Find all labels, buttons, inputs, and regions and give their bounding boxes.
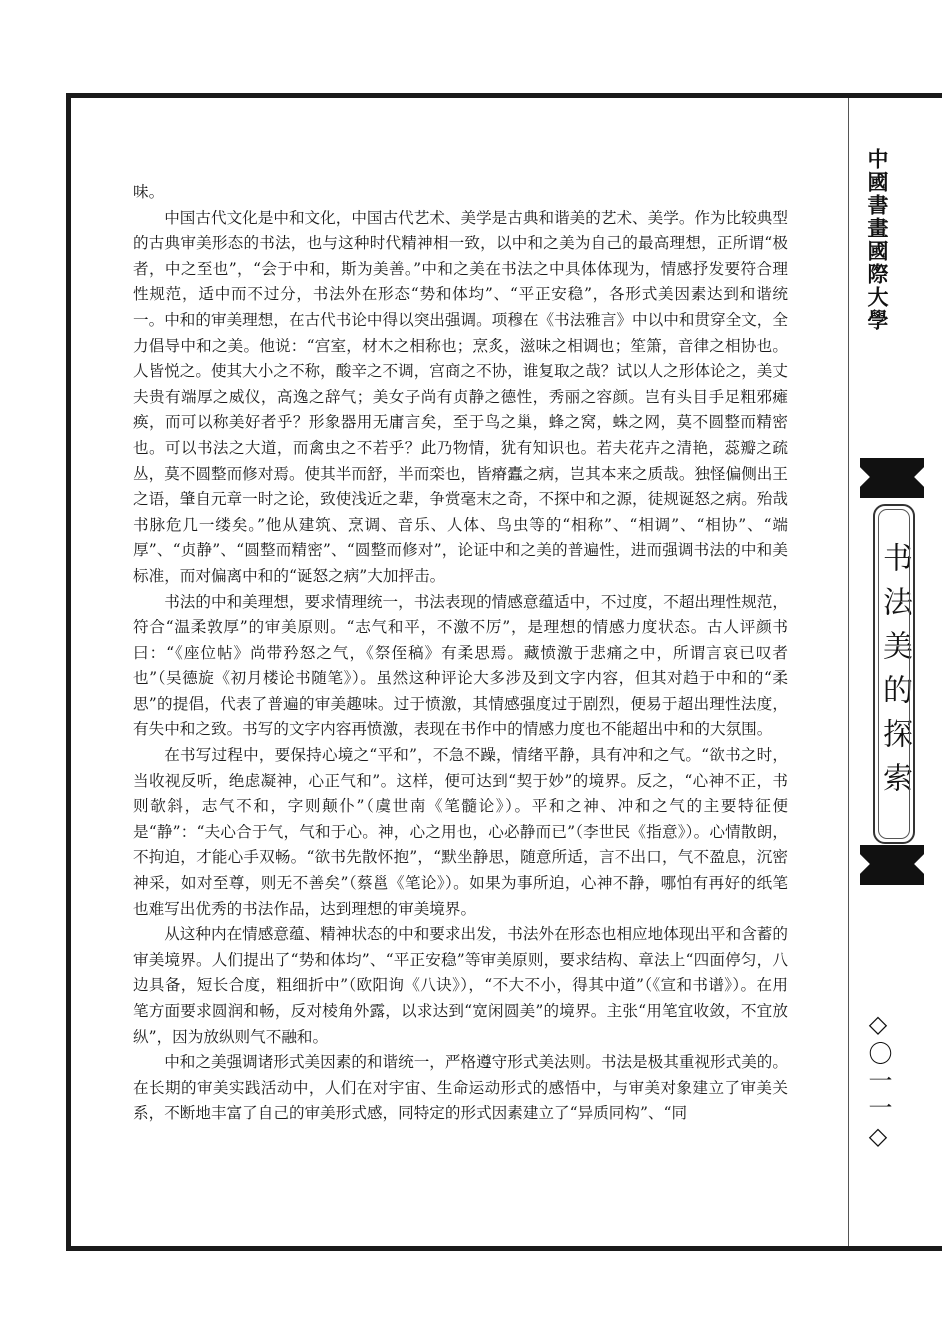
- paragraph: 中和之美强调诸形式美因素的和谐统一，严格遵守形式美法则。书法是极其重视形式美的。在长期的审美实践活动中，人们在对宇宙、生命运动形式的感悟中，与审美对象建立了审美关系，不断地丰富了自己的审美形式感，同特定的形式因素建立了“异质同构”、“同: [133, 1053, 788, 1123]
- page-number: ◇〇一一◇: [864, 1010, 892, 1153]
- paragraph: 从这种内在情感意蕴、精神状态的中和要求出发，书法外在形态也相应地体现出平和含蓄的审美境界。人们提出了“势和体均”、“平正安稳”等审美原则，要求结构、章法上“四面停匀，八边具备，短长合度，粗细折中”（欧阳询《八诀》），“不大不小，得其中道”（《宣和书谱》）。在用笔方面要求圆润和畅，反对棱角外露，以求达到“宽闲圆美”的境界。主张“用笔宜收敛，不宜放纵”，因为放纵则气不融和。: [133, 925, 788, 1046]
- body-text: [133, 180, 788, 1127]
- university-name: 中國書畫國際大學: [865, 148, 889, 332]
- paragraph: 中国古代文化是中和文化，中国古代艺术、美学是古典和谐美的艺术、美学。作为比较典型的古典审美形态的书法，也与这种时代精神相一致，以中和之美为自己的最高理想，正所谓“极者，中之至也”，“会于中和，斯为美善。”中和之美在书法之中具体体现为，情感抒发要符合理性规范，适中而不过分，书法外在形态“势和体均”、“平正安稳”，各形式美因素达到和谐统一。中和的审美理想，在古代书论中得以突出强调。项穆在《书法雅言》中以中和贯穿全文，全力倡导中和之美。他说：“宫室，材木之相称也；烹炙，滋味之相调也；笙箫，音律之相协也。人皆悦之。使其大小之不称，酸辛之不调，宫商之不协，谁复取之哉？试以人之形体论之，美丈夫贵有端厚之威仪，高逸之辞气；美女子尚有贞静之德性，秀丽之容颜。岂有头目手足粗邪瘫痪，而可以称美好者乎？形象器用无庸言矣，至于鸟之巢，蜂之窝，蛛之网，莫不圆整而精密也。可以书法之大道，而禽虫之不若乎？此乃物情，犹有知识也。若夫花卉之清艳，蕊瓣之疏丛，莫不圆整而修对焉。使其半而舒，半而栾也，皆瘠蠹之病，岂其本来之质哉。独怪偏侧出王之语，肇自元章一时之论，致使浅近之辈，争赏毫末之奇，不探中和之源，徒规诞怒之病。殆哉书脉危几一缕矣。”他从建筑、烹调、音乐、人体、鸟虫等的“相称”、“相调”、“相协”、“端厚”、“贞静”、“圆整而精密”、“圆整而修对”，论证中和之美的普遍性，进而强调书法的中和美标准，而对偏离中和的“诞怒之病”大加抨击。: [133, 208, 788, 585]
- section-title: 书法美的探索: [877, 542, 912, 806]
- sidebar-divider: [848, 98, 849, 1246]
- section-band-bottom: [860, 845, 924, 885]
- paragraph: 书法的中和美理想，要求情理统一，书法表现的情感意蕴适中，不过度，不超出理性规范，符合“温柔敦厚”的审美原则。“志气和平，不激不厉”，是理想的情感力度状态。古人评颜书曰：“《座位帖》尚带矜怒之气，《祭侄稿》有柔思焉。藏愤激于悲痛之中，所谓言哀已叹者也”（吴德旋《初月楼论书随笔》）。虽然这种评论大多涉及到文字内容，但其对趋于中和的“柔思”的提倡，代表了普遍的审美趣味。过于愤激，其情感强度过于剧烈，便易于超出理性法度，有失中和之致。书写的文字内容再愤激，表现在书作中的情感力度也不能超出中和的大氛围。: [133, 592, 788, 739]
- section-title-box: [873, 504, 915, 844]
- paragraph-continuation: 味。: [133, 183, 165, 201]
- paragraph: 在书写过程中，要保持心境之“平和”，不急不躁，情绪平静，具有冲和之气。“欲书之时，当收视反听，绝虑凝神，心正气和”。这样，便可达到“契于妙”的境界。反之，“心神不正，书则欹斜，志气不和，字则颠仆”（虞世南《笔髓论》）。平和之神、冲和之气的主要特征便是“静”：“夫心合于气，气和于心。神，心之用也，心必静而已”（李世民《指意》）。心情散朗，不拘迫，才能心手双畅。“欲书先散怀抱”，“默坐静思，随意所适，言不出口，气不盈息，沉密神采，如对至尊，则无不善矣”（蔡邕《笔论》）。如果为事所迫，心神不静，哪怕有再好的纸笔也难写出优秀的书法作品，达到理想的审美境界。: [133, 746, 788, 918]
- section-band-top: [860, 458, 924, 498]
